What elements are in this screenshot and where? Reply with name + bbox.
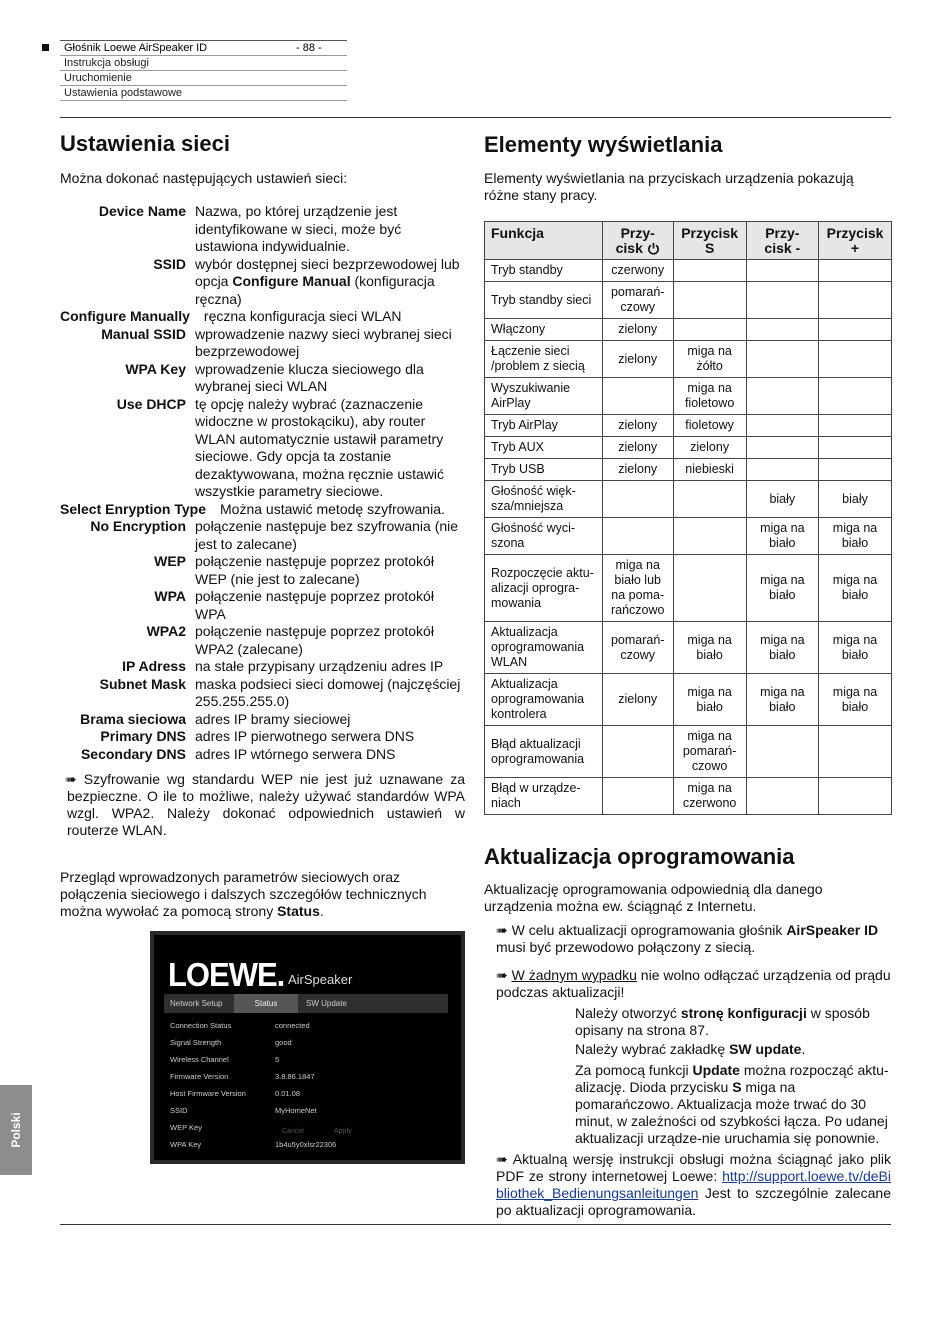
breadcrumb-item: Instrukcja obsługi: [60, 55, 347, 70]
function-cell: Błąd aktualizacji oprogramowania: [485, 726, 603, 778]
status-cell: [819, 459, 892, 481]
status-cell: miga na biało: [819, 518, 892, 555]
status-key: Firmware Version: [170, 1072, 229, 1081]
status-cell: miga na biało: [746, 555, 818, 622]
status-cell: miga na biało: [819, 674, 892, 726]
header-title: Głośnik Loewe AirSpeaker ID: [64, 42, 208, 54]
status-cell: miga na biało: [673, 674, 746, 726]
status-cell: miga na pomarań-czowo: [673, 726, 746, 778]
language-tab: [0, 1085, 32, 1175]
status-cell: miga na biało: [819, 555, 892, 622]
status-value: 5: [275, 1055, 280, 1064]
status-cell: zielony: [602, 674, 673, 726]
table-row: [485, 459, 892, 481]
col-header: Przycisk S: [673, 222, 746, 260]
table-row: [485, 726, 892, 778]
def-ip-adress: IP Adress na stałe przypisany urządzeniu adres IP: [122, 658, 444, 674]
status-cell: [602, 518, 673, 555]
arrow-icon: ➠: [496, 1151, 508, 1167]
def-device-name: Device Name Nazwa, po której urządzenie jest identyfikowane w sieci, może być ustawiona indywidualnie.: [98, 203, 402, 254]
def-manual-ssid: Manual SSID wprowadzenie nazwy sieci wybranej sieci bezprzewodowej: [101, 325, 452, 359]
status-cell: [819, 415, 892, 437]
status-value: 0.01.08: [275, 1089, 301, 1098]
software-update-title: Aktualizacja oprogramowania: [484, 844, 795, 869]
status-cell: [746, 378, 818, 415]
status-cell: [746, 459, 818, 481]
status-cell: [746, 726, 818, 778]
table-row: [485, 622, 892, 674]
wep-note: ➠ Szyfrowanie wg standardu WEP nie jest już uznawane za bezpieczne. O ile to możliwe, należy używać standardów WPA wzgl. WPA2. Należy dokonać odpowiednich ustawień w routerze WLAN.: [65, 771, 466, 838]
network-settings-title: Ustawienia sieci: [60, 131, 230, 156]
definitions-list: [60, 203, 465, 763]
status-cell: [819, 778, 892, 815]
breadcrumb-item: Ustawienia podstawowe: [60, 85, 347, 101]
update-bullet-manual: ➠ Aktualną wersję instrukcji obsługi można ściągnąć jako plik PDF ze strony internetowej Loewe: http://support.loewe.tv/deBibliothek_Bedienungsanleitungen Jest to szczególnie zalecane po aktualizacji oprogramowania.: [496, 1151, 891, 1218]
power-icon: [647, 242, 660, 255]
tab-status[interactable]: Status: [234, 994, 298, 1013]
status-cell: miga na biało: [819, 622, 892, 674]
loewe-logo: LOEWE.: [168, 955, 285, 994]
bottom-rule: [60, 1224, 891, 1225]
def-select-encryption: Select Enryption Type Można ustawić metodę szyfrowania.: [60, 500, 445, 517]
status-cell: [819, 341, 892, 378]
def-secondary-dns: Secondary DNS adres IP wtórnego serwera DNS: [80, 745, 396, 762]
status-cell: pomarań-czowy: [602, 282, 673, 319]
status-cell: zielony: [602, 437, 673, 459]
tab-sw-update[interactable]: SW Update: [306, 999, 347, 1008]
status-value: connected: [275, 1021, 310, 1030]
col-header: Przy-cisk: [602, 222, 673, 260]
arrow-icon: ➠: [496, 967, 508, 983]
status-key: WPA Key: [170, 1140, 202, 1149]
status-cell: [819, 378, 892, 415]
status-cell: [602, 778, 673, 815]
function-cell: Tryb standby: [485, 260, 603, 282]
col-header: Przy-cisk -: [746, 222, 818, 260]
def-no-encryption: No Encryption połączenie następuje bez szyfrowania (nie jest to zalecane): [90, 518, 459, 552]
function-cell: Rozpoczęcie aktu-alizacji oprogra-mowania: [485, 555, 603, 622]
status-cell: fioletowy: [673, 415, 746, 437]
status-cell: miga na biało: [746, 622, 818, 674]
language-label: Polski: [9, 1112, 23, 1148]
def-wpa2: WPA2 połączenie następuje poprzez protokół WPA2 (zalecane): [146, 623, 434, 657]
function-cell: Tryb AUX: [485, 437, 603, 459]
table-row: [485, 674, 892, 726]
function-cell: Łączenie sieci /problem z siecią: [485, 341, 603, 378]
status-cell: [602, 726, 673, 778]
status-key: Wireless Channel: [170, 1055, 229, 1064]
status-cell: biały: [819, 481, 892, 518]
cancel-button[interactable]: Cancel: [282, 1128, 304, 1135]
table-row: [485, 415, 892, 437]
def-subnet-mask: Subnet Mask maska podsieci sieci domowej (najczęściej 255.255.255.0): [99, 675, 461, 709]
airspeaker-brand: AirSpeaker: [288, 972, 353, 987]
status-cell: miga na żółto: [673, 341, 746, 378]
status-cell: [673, 260, 746, 282]
function-cell: Tryb standby sieci: [485, 282, 603, 319]
table-row: [485, 518, 892, 555]
status-cell: biały: [746, 481, 818, 518]
status-cell: zielony: [602, 341, 673, 378]
update-step-open-config: Należy otworzyć stronę konfiguracji w sposób opisany na strona 87.: [575, 1005, 870, 1038]
status-cell: [819, 282, 892, 319]
airspeaker-status-screenshot: [150, 931, 465, 1164]
status-cell: [819, 726, 892, 778]
status-value: 3.8.86.1847: [275, 1072, 315, 1081]
status-cell: czerwony: [602, 260, 673, 282]
col-header: Funkcja: [485, 222, 603, 260]
status-cell: niebieski: [673, 459, 746, 481]
status-key: Host Firmware Version: [170, 1089, 246, 1098]
status-cell: pomarań-czowy: [602, 622, 673, 674]
table-row: [485, 437, 892, 459]
function-cell: Aktualizacja oprogramowania WLAN: [485, 622, 603, 674]
status-paragraph: Przegląd wprowadzonych parametrów sieciowych oraz połączenia sieciowego i dalszych szczegółów technicznych można wywołać za pomocą strony Status.: [60, 869, 427, 919]
status-cell: miga na biało: [746, 674, 818, 726]
status-cell: [819, 319, 892, 341]
support-link[interactable]: http://support.loewe.tv/deBibliothek_Bedienungsanleitungen: [496, 1168, 891, 1201]
table-row: [485, 282, 892, 319]
table-row: [485, 481, 892, 518]
header-bullet: [42, 44, 49, 51]
status-cell: [746, 282, 818, 319]
def-ssid: SSID wybór dostępnej sieci bezprzewodowej lub opcja Configure Manual (konfiguracja ręczna): [153, 255, 460, 307]
status-value: MyHomeNet: [275, 1106, 317, 1115]
def-gateway: Brama sieciowa adres IP bramy sieciowej: [80, 710, 351, 727]
top-rule: [60, 117, 891, 118]
status-cell: [673, 518, 746, 555]
function-cell: Aktualizacja oprogramowania kontrolera: [485, 674, 603, 726]
arrow-icon: ➠: [65, 771, 77, 787]
table-row: [485, 378, 892, 415]
def-use-dhcp: Use DHCP tę opcję należy wybrać (zaznaczenie widoczne w prostokąciku), aby router WLAN automatycznie ustawił parametry sieciowe. Gdy opcja ta zostanie dezaktywowana, można ręcznie ustawić wszystkie parametry sieciowe.: [116, 395, 445, 499]
status-cell: [673, 319, 746, 341]
status-cell: [673, 481, 746, 518]
header-title-row: [60, 40, 347, 55]
update-step-select-tab: Należy wybrać zakładkę SW update.: [575, 1041, 806, 1057]
status-cell: [746, 319, 818, 341]
status-cell: [673, 555, 746, 622]
status-key: Connection Status: [170, 1021, 232, 1030]
function-cell: Błąd w urządze-niach: [485, 778, 603, 815]
display-elements-table: [484, 221, 892, 815]
status-cell: zielony: [602, 459, 673, 481]
status-key: SSID: [170, 1106, 188, 1115]
display-elements-intro: Elementy wyświetlania na przyciskach urządzenia pokazują różne stany pracy.: [484, 170, 854, 203]
def-wep: WEP połączenie następuje poprzez protokół WEP (nie jest to zalecane): [154, 553, 434, 587]
function-cell: Tryb USB: [485, 459, 603, 481]
status-cell: [746, 437, 818, 459]
page-number: - 88 -: [296, 42, 322, 54]
status-cell: [602, 378, 673, 415]
status-cell: [746, 341, 818, 378]
function-cell: Włączony: [485, 319, 603, 341]
status-cell: [819, 437, 892, 459]
status-cell: [746, 415, 818, 437]
display-elements-title: Elementy wyświetlania: [484, 132, 723, 157]
table-header-row: [485, 222, 892, 260]
table-row: [485, 555, 892, 622]
function-cell: Głośność więk-sza/mniejsza: [485, 481, 603, 518]
function-cell: Wyszukiwanie AirPlay: [485, 378, 603, 415]
apply-button[interactable]: Apply: [334, 1128, 352, 1135]
status-value: 1b4u5y0xlsr22306: [275, 1140, 337, 1149]
status-cell: miga na czerwono: [673, 778, 746, 815]
breadcrumb-item: Uruchomienie: [60, 70, 347, 85]
status-cell: zielony: [673, 437, 746, 459]
status-cell: miga na fioletowo: [673, 378, 746, 415]
table-row: [485, 319, 892, 341]
status-cell: [602, 481, 673, 518]
table-row: [485, 260, 892, 282]
status-cell: [673, 282, 746, 319]
def-wpa: WPA połączenie następuje poprzez protokół WPA: [154, 588, 434, 622]
tab-network-setup[interactable]: Network Setup: [170, 999, 223, 1008]
def-wpa-key: WPA Key wprowadzenie klucza sieciowego dla wybranej sieci WLAN: [125, 360, 424, 394]
software-update-intro: Aktualizację oprogramowania odpowiednią dla danego urządzenia można ew. ściągnąć z Internetu.: [484, 881, 823, 914]
status-cell: miga na biało: [746, 518, 818, 555]
table-row: [485, 341, 892, 378]
network-settings-intro: Można dokonać następujących ustawień sieci:: [60, 170, 348, 186]
update-step-run-update: Za pomocą funkcji Update można rozpocząć aktu-alizację. Dioda przycisku S miga na pomarańczowo. Aktualizacja może trwać do 30 minut, w zależności od szybkości łącza. Po udanej aktualizacji urządze-nie uruchamia się ponownie.: [575, 1062, 889, 1146]
def-configure-manually: Configure Manually ręczna konfiguracja sieci WLAN: [60, 308, 402, 324]
status-cell: [819, 260, 892, 282]
def-primary-dns: Primary DNS adres IP pierwotnego serwera DNS: [100, 728, 415, 744]
status-value: good: [275, 1038, 292, 1047]
update-bullet-cable: ➠ W celu aktualizacji oprogramowania głośnik AirSpeaker ID musi być przewodowo połączony z siecią.: [496, 922, 879, 955]
status-cell: zielony: [602, 319, 673, 341]
header-block: [60, 40, 347, 101]
update-bullet-warning: ➠ W żadnym wypadku nie wolno odłączać urządzenia od prądu podczas aktualizacji!: [496, 967, 891, 1000]
status-cell: miga na biało lub na poma-rańczowo: [602, 555, 673, 622]
status-cell: [746, 260, 818, 282]
status-cell: [746, 778, 818, 815]
table-row: [485, 778, 892, 815]
col-header: Przycisk +: [819, 222, 892, 260]
function-cell: Tryb AirPlay: [485, 415, 603, 437]
function-cell: Głośność wyci-szona: [485, 518, 603, 555]
status-cell: miga na biało: [673, 622, 746, 674]
screenshot-tabs: [164, 994, 448, 1013]
status-cell: zielony: [602, 415, 673, 437]
arrow-icon: ➠: [496, 922, 508, 938]
status-key: WEP Key: [170, 1123, 202, 1132]
status-key: Signal Strength: [170, 1038, 222, 1047]
